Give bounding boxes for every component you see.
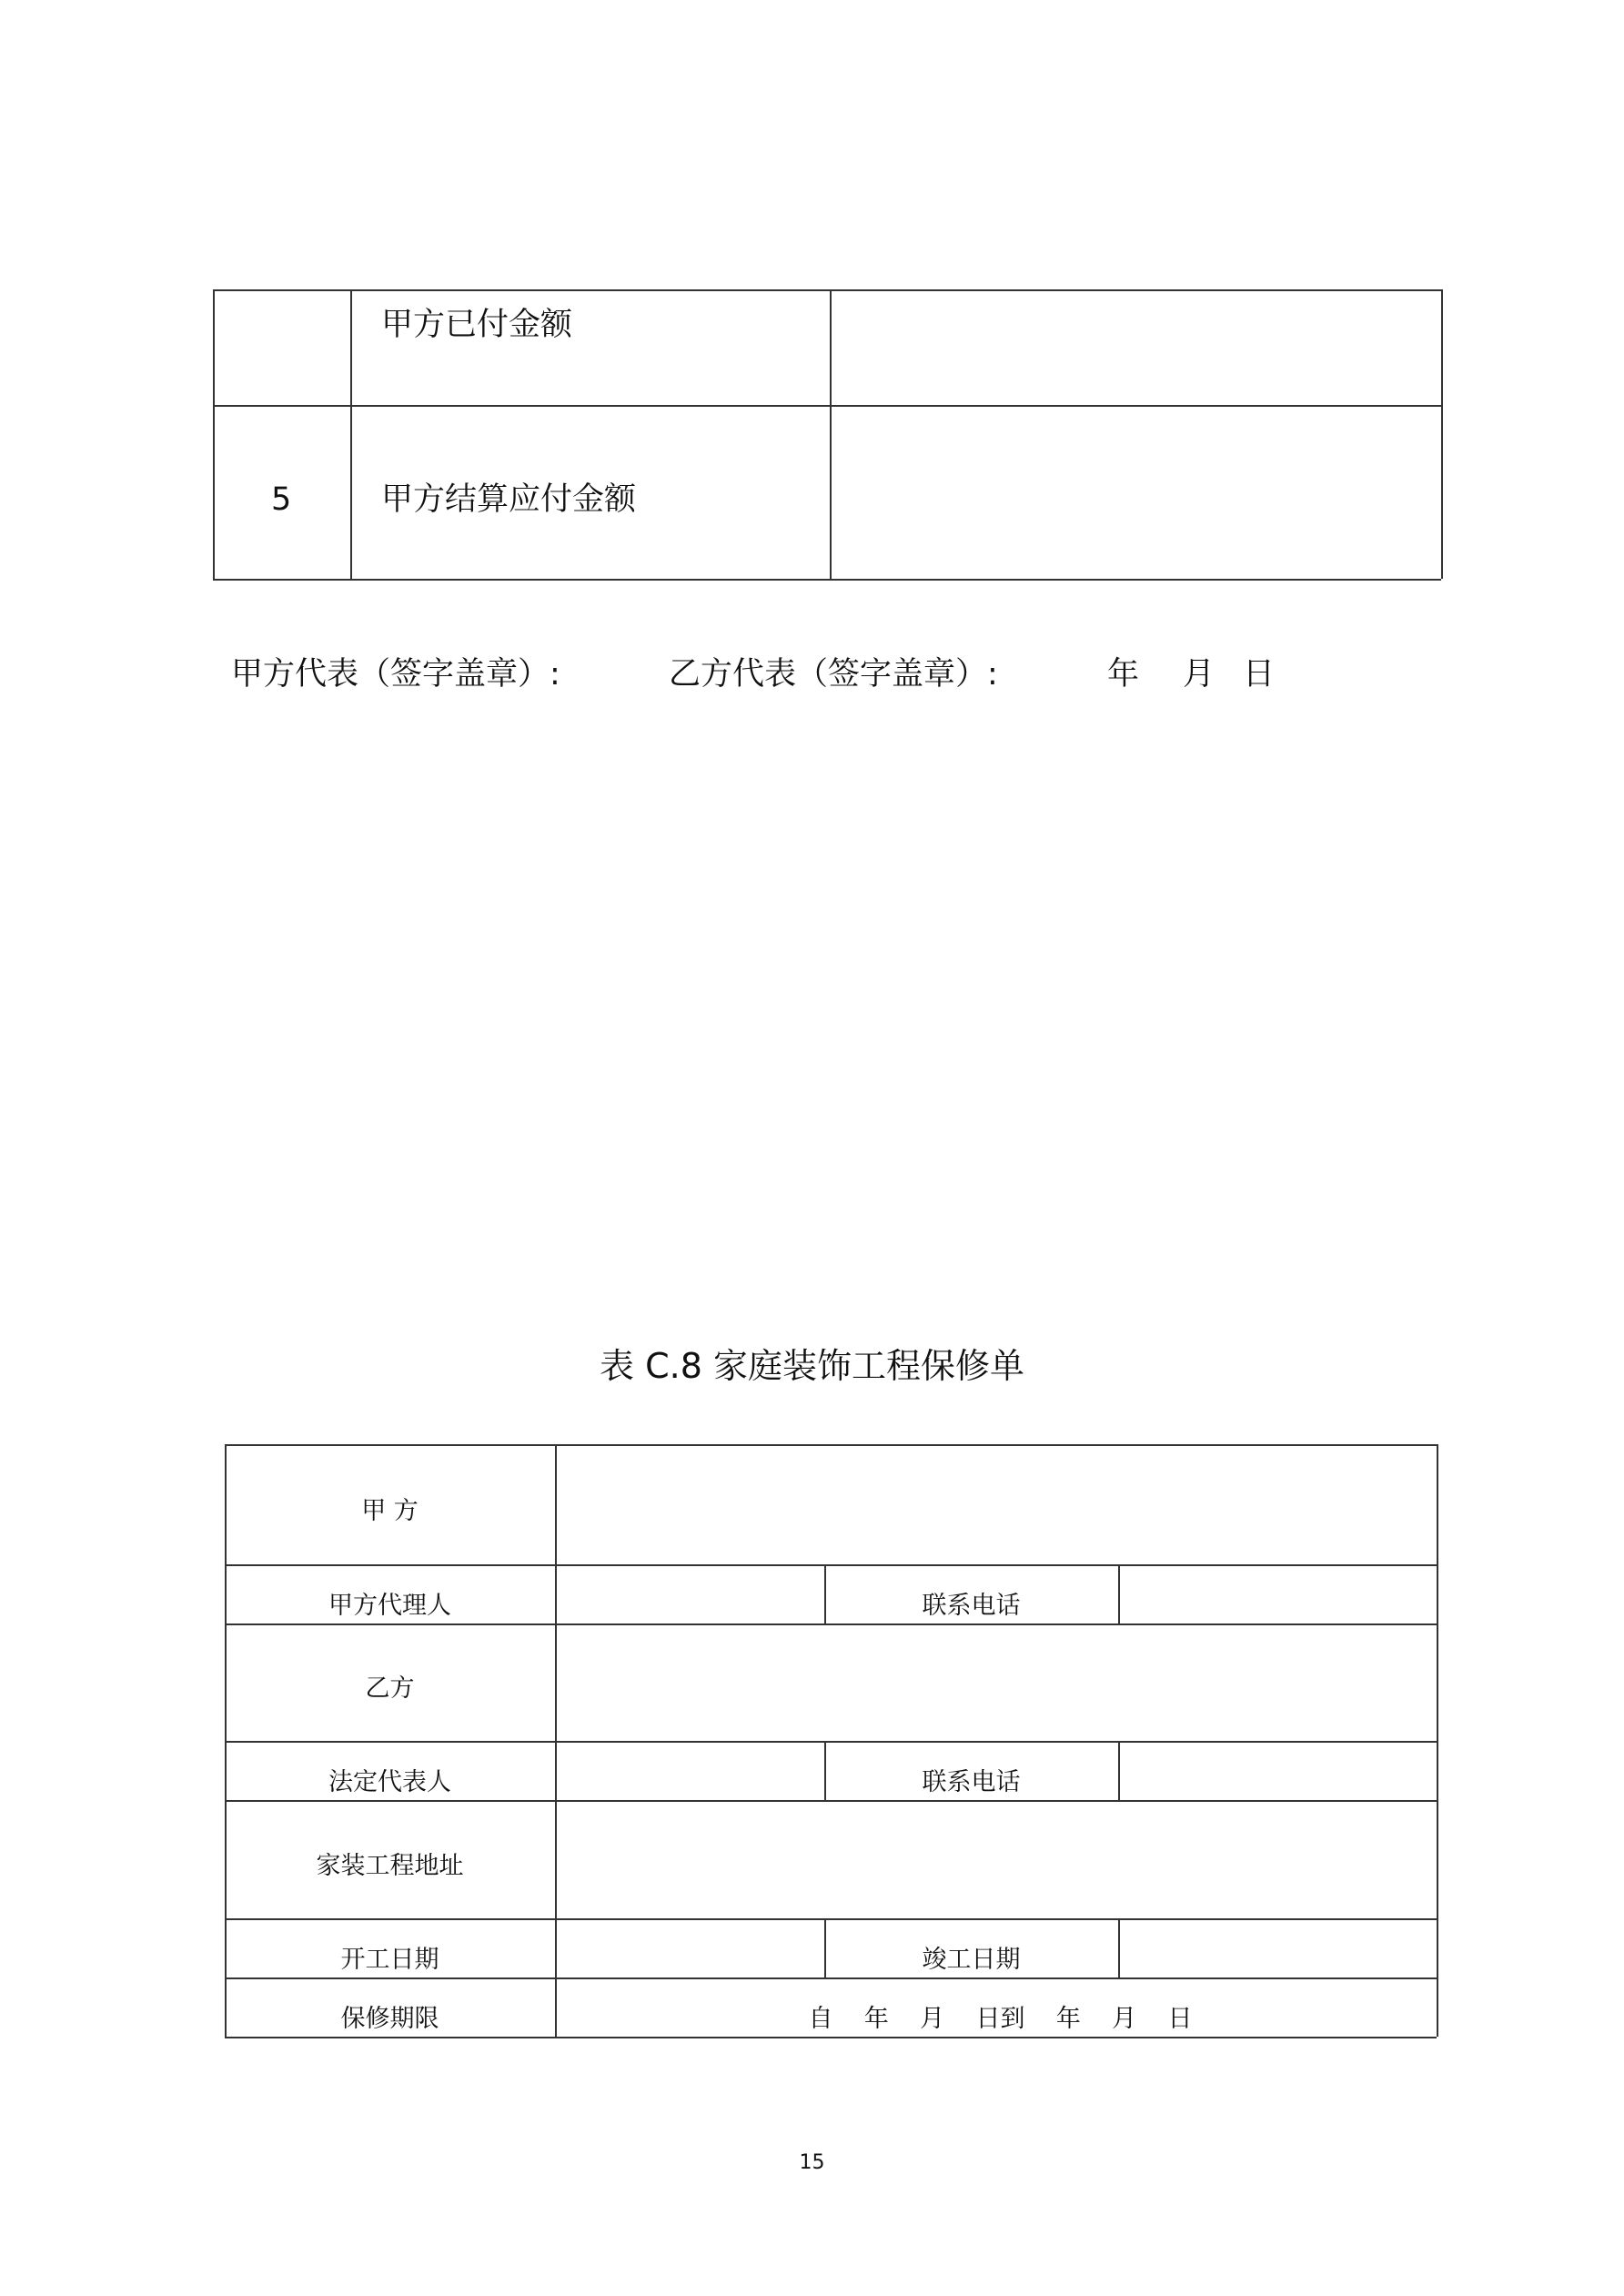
day-label: 日 xyxy=(1243,656,1276,693)
legal-representative-label: 法定代表人 xyxy=(328,1768,451,1796)
party-b-signature-label: 乙方代表（签字盖章）: xyxy=(669,656,998,693)
warranty-period-label: 保修期限 xyxy=(340,2005,439,2033)
row-label-payable-amount: 甲方结算应付金额 xyxy=(381,481,637,518)
phone-label: 联系电话 xyxy=(922,1768,1021,1796)
party-a-label: 甲 方 xyxy=(361,1496,419,1525)
year-label: 年 xyxy=(1107,656,1140,693)
completion-date-label: 竣工日期 xyxy=(922,1946,1021,1974)
project-address-label: 家装工程地址 xyxy=(316,1851,464,1880)
warranty-form-title: 表 C.8 家庭装饰工程保修单 xyxy=(600,1346,1024,1386)
phone-label: 联系电话 xyxy=(922,1592,1021,1620)
party-a-agent-label: 甲方代理人 xyxy=(328,1592,451,1620)
row-number: 5 xyxy=(271,481,292,518)
party-b-label: 乙方 xyxy=(365,1674,415,1703)
party-a-signature-label: 甲方代表（签字盖章）: xyxy=(231,656,560,693)
row-label-paid-amount: 甲方已付金额 xyxy=(381,307,573,343)
start-date-label: 开工日期 xyxy=(340,1946,439,1974)
page-number: 15 xyxy=(799,2151,825,2174)
month-label: 月 xyxy=(1183,656,1215,693)
warranty-period-value: 自 年 月 日到 年 月 日 xyxy=(808,2005,1193,2033)
